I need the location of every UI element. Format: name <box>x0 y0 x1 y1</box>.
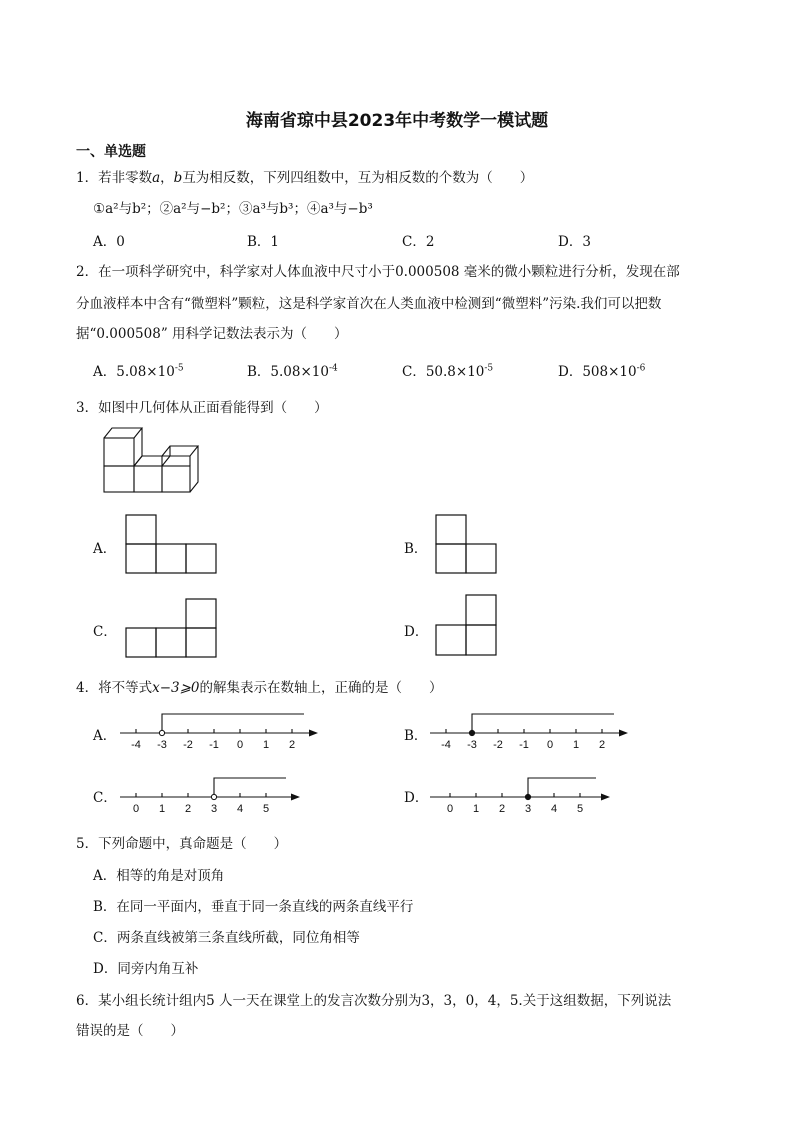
tick-label: 1 <box>262 739 270 751</box>
q4-number-line-d <box>428 772 618 818</box>
solid-bottom-front-1 <box>104 466 134 492</box>
cell <box>126 628 156 657</box>
tick-label: -4 <box>441 739 451 751</box>
section-heading: 一、单选题 <box>76 144 146 160</box>
tick-label: -1 <box>519 739 529 751</box>
tick-label: -1 <box>209 739 219 751</box>
tick-label: 0 <box>546 739 554 751</box>
solution-ray <box>528 778 596 797</box>
q4-text-b: 的解集表示在数轴上，正确的是（ ） <box>199 680 443 696</box>
q4-option-a[interactable]: A． <box>93 728 117 744</box>
q5-option-b[interactable]: B．在同一平面内，垂直于同一条直线的两条直线平行 <box>93 899 414 915</box>
question-2-line-1: 2．在一项科学研究中，科学家对人体血液中尺寸小于0.000508 毫米的微小颗粒进行分析，发现在部 <box>76 264 680 280</box>
tick-label: 0 <box>132 803 140 815</box>
solid-top-front-face <box>104 438 134 466</box>
q2-option-b[interactable] <box>247 360 338 380</box>
solution-ray <box>162 714 304 733</box>
tick-label: 2 <box>498 803 506 815</box>
q3-option-d[interactable]: D． <box>404 624 429 640</box>
open-point <box>159 730 164 735</box>
question-5-stem: 5．下列命题中，真命题是（ ） <box>76 836 288 852</box>
page-title: 海南省琼中县2023年中考数学一模试题 <box>245 111 549 131</box>
axis-arrow <box>601 794 610 801</box>
q4-option-c[interactable]: C． <box>93 790 117 806</box>
tick-label: -3 <box>157 739 167 751</box>
question-6-line-1: 6．某小组长统计组内5 人一天在课堂上的发言次数分别为3，3，0，4，5.关于这组数据，下列说法 <box>76 993 672 1009</box>
q4-number-line-a <box>118 708 324 754</box>
cell <box>126 544 156 573</box>
q1-text-b: 互为相反数，下列四组数中，互为相反数的个数为（ ） <box>182 170 534 186</box>
q5-option-c[interactable]: C．两条直线被第三条直线所截，同位角相等 <box>93 930 360 946</box>
q1-var-a: a <box>152 170 161 186</box>
tick-label: 2 <box>288 739 296 751</box>
q2-b-label: B．5.08×10 <box>247 364 329 380</box>
axis-arrow <box>619 730 628 737</box>
cell <box>466 625 496 655</box>
q1-var-b: b <box>173 170 183 186</box>
q4-option-b[interactable]: B． <box>404 728 428 744</box>
solid-bottom-front-3 <box>162 466 190 492</box>
tick-label: 3 <box>210 803 218 815</box>
tick-label: -4 <box>131 739 141 751</box>
tick-label: 5 <box>262 803 270 815</box>
q3-option-a[interactable]: A． <box>93 541 117 557</box>
solution-ray <box>472 714 614 733</box>
tick-label: 4 <box>236 803 244 815</box>
q1-text-a: 1．若非零数 <box>76 170 153 186</box>
cell <box>436 625 466 655</box>
question-1-stem <box>76 166 533 186</box>
tick-label: -3 <box>467 739 477 751</box>
tick-label: 1 <box>158 803 166 815</box>
q2-option-c[interactable] <box>402 360 493 380</box>
q1-option-b[interactable]: B．1 <box>247 234 280 250</box>
q3-option-b-figure <box>435 514 497 574</box>
cell <box>156 628 186 657</box>
q2-b-exp: -4 <box>328 363 338 374</box>
solid-right-upper <box>162 446 198 466</box>
q2-option-d[interactable] <box>558 360 645 380</box>
cell <box>186 628 216 657</box>
q2-option-a[interactable] <box>93 360 184 380</box>
q1-sep: ， <box>160 170 174 186</box>
question-4-stem <box>76 676 443 696</box>
q2-c-exp: -5 <box>484 363 494 374</box>
axis-arrow <box>291 794 300 801</box>
question-3-stem: 3．如图中几何体从正面看能得到（ ） <box>76 400 328 416</box>
cell <box>156 544 186 573</box>
q3-option-d-figure <box>435 594 497 656</box>
question-2-line-2: 分血液样本中含有“微塑料”颗粒，这是科学家首次在人类血液中检测到“微塑料”污染.我们可以把数 <box>76 296 662 312</box>
cell <box>436 515 466 544</box>
q3-option-c[interactable]: C． <box>93 624 117 640</box>
q4-number-line-b <box>428 708 634 754</box>
q5-option-a[interactable]: A．相等的角是对顶角 <box>93 868 225 884</box>
q2-a-exp: -5 <box>174 363 184 374</box>
cell <box>186 599 216 628</box>
q2-c-label: C．50.8×10 <box>402 364 485 380</box>
q3-option-c-figure <box>125 598 217 658</box>
question-1-pairs: ①a²与b²；②a²与−b²；③a³与b³；④a³与−b³ <box>93 201 373 217</box>
q4-text-a: 4．将不等式 <box>76 680 153 696</box>
cell <box>186 544 216 573</box>
tick-label: 0 <box>446 803 454 815</box>
tick-label: 1 <box>472 803 480 815</box>
tick-label: 2 <box>184 803 192 815</box>
closed-point <box>525 794 530 799</box>
cell <box>466 595 496 625</box>
tick-label: 3 <box>524 803 532 815</box>
question-2-line-3: 据“0.000508” 用科学记数法表示为（ ） <box>76 326 348 342</box>
q4-inequality: x−3⩾0 <box>152 680 200 696</box>
q2-d-exp: -6 <box>636 363 646 374</box>
tick-label: 5 <box>576 803 584 815</box>
tick-label: -2 <box>183 739 193 751</box>
closed-point <box>469 730 474 735</box>
solid-mid-top-face <box>134 456 170 466</box>
axis-arrow <box>309 730 318 737</box>
tick-label: 1 <box>572 739 580 751</box>
q3-option-b[interactable]: B． <box>404 541 428 557</box>
q4-option-d[interactable]: D． <box>404 790 429 806</box>
solid-right-side-face <box>190 446 198 492</box>
solid-top-top-face <box>104 428 142 438</box>
open-point <box>211 794 216 799</box>
q2-d-label: D．508×10 <box>558 364 637 380</box>
tick-label: 0 <box>236 739 244 751</box>
tick-label: -2 <box>493 739 503 751</box>
q2-a-label: A．5.08×10 <box>93 364 175 380</box>
question-6-line-2: 错误的是（ ） <box>76 1023 184 1039</box>
cell <box>126 515 156 544</box>
q4-number-line-c <box>118 772 308 818</box>
solid-bottom-front-2 <box>134 466 162 492</box>
q3-option-a-figure <box>125 514 217 574</box>
cell <box>436 544 466 573</box>
cell <box>466 544 496 573</box>
solution-ray <box>214 778 286 797</box>
q1-option-d[interactable]: D．3 <box>558 234 591 250</box>
q3-solid-figure <box>100 426 215 496</box>
q1-option-c[interactable]: C．2 <box>402 234 435 250</box>
q5-option-d[interactable]: D．同旁内角互补 <box>93 961 199 977</box>
q1-option-a[interactable]: A．0 <box>93 234 125 250</box>
tick-label: 2 <box>598 739 606 751</box>
tick-label: 4 <box>550 803 558 815</box>
